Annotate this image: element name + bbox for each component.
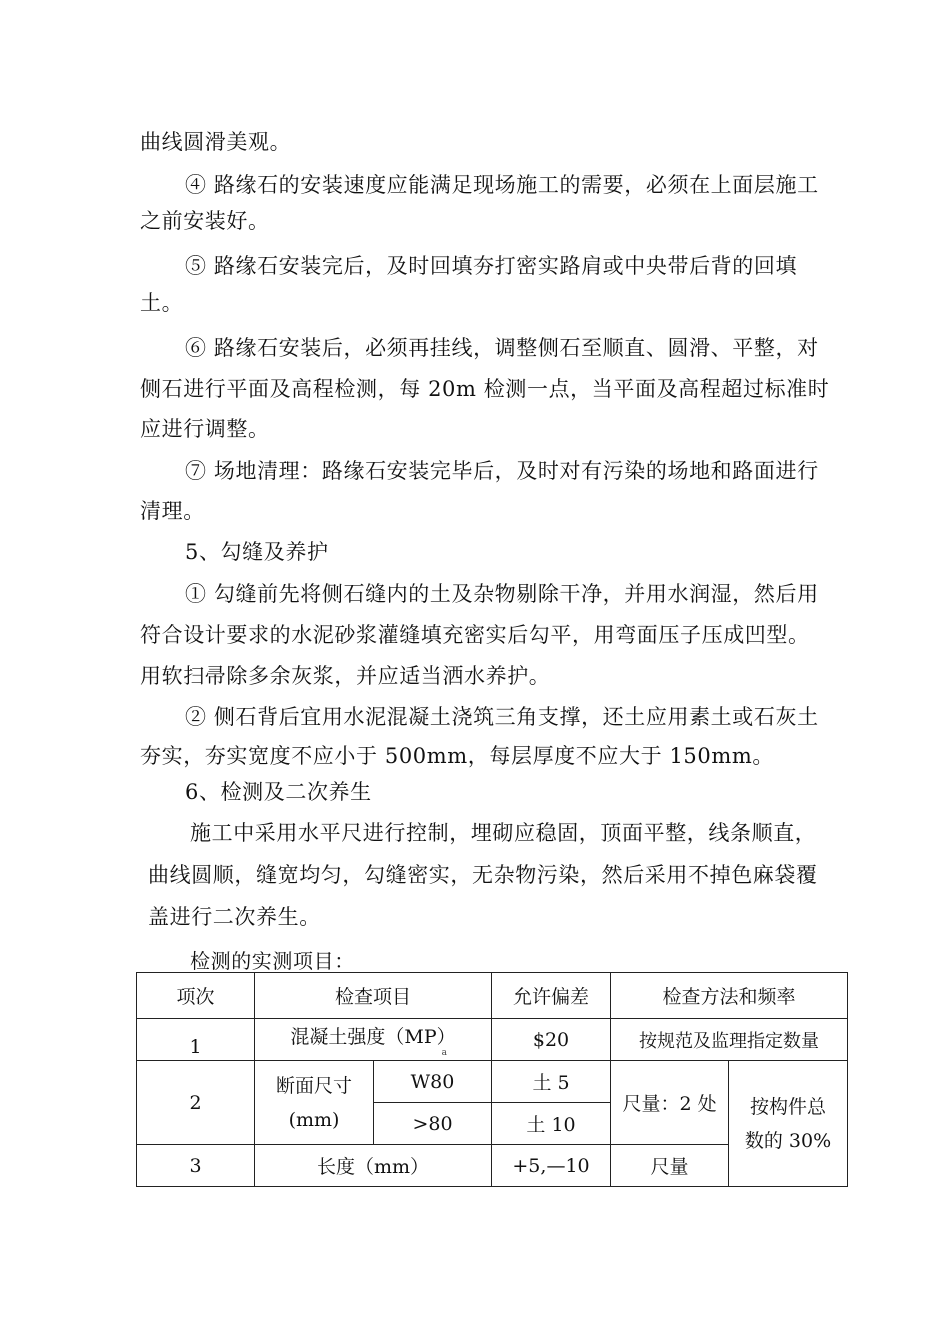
paragraph-line: 清理。 (140, 499, 205, 523)
cell-frequency (729, 1061, 848, 1187)
section-heading: 5、勾缝及养护 (185, 540, 329, 564)
cell-subitem: >80 (374, 1103, 492, 1145)
paragraph-line: 施工中采用水平尺进行控制，埋砌应稳固，顶面平整，线条顺直， (190, 821, 817, 845)
paragraph-line: 曲线圆顺，缝宽均匀，勾缝密实，无杂物污染，然后采用不掉色麻袋覆 (148, 863, 818, 887)
cell-tolerance: +5,—10 (492, 1145, 611, 1187)
paragraph-line: 用软扫帚除多余灰浆，并应适当洒水养护。 (140, 664, 551, 688)
cell-tolerance: $20 (492, 1019, 611, 1061)
section-heading: 6、检测及二次养生 (185, 780, 372, 804)
cell-item: 长度（mm） (255, 1145, 492, 1187)
cell-item (255, 1019, 492, 1061)
cell-item (255, 1061, 374, 1145)
cell-method: 按规范及监理指定数量 (611, 1019, 848, 1061)
inspection-table (136, 972, 848, 1187)
cell-no: 1 (137, 1019, 255, 1061)
paragraph-line: 夯实，夯实宽度不应小于 500mm，每层厚度不应大于 150mm。 (140, 744, 774, 768)
paragraph-line: ④ 路缘石的安装速度应能满足现场施工的需要，必须在上面层施工 (185, 173, 819, 197)
cell-item-text: 混凝土强度（MP） (290, 1026, 456, 1048)
cell-item-unit: (mm) (288, 1108, 340, 1131)
table-row (137, 1019, 848, 1061)
cell-no: 2 (137, 1061, 255, 1145)
cell-subitem: W80 (374, 1061, 492, 1103)
header-tolerance: 允许偏差 (492, 973, 611, 1019)
cell-item-text: 断面尺寸 (275, 1074, 352, 1097)
cell-method: 尺量：2 处 (611, 1061, 729, 1145)
paragraph-line: ① 勾缝前先将侧石缝内的土及杂物剔除干净，并用水润湿，然后用 (185, 582, 819, 606)
cell-frequency-line: 数的 30% (744, 1129, 832, 1152)
header-item: 检查项目 (255, 973, 492, 1019)
table-caption: 检测的实测项目： (190, 949, 355, 973)
header-method: 检查方法和频率 (611, 973, 848, 1019)
paragraph-line: 符合设计要求的水泥砂浆灌缝填充密实后勾平，用弯面压子压成凹型。 (140, 623, 810, 647)
paragraph-line: ⑤ 路缘石安装完后，及时回填夯打密实路肩或中央带后背的回填 (185, 254, 798, 278)
header-no: 项次 (137, 973, 255, 1019)
paragraph-line: 盖进行二次养生。 (148, 905, 321, 929)
cell-tolerance: 土 10 (492, 1103, 611, 1145)
paragraph-line: ⑥ 路缘石安装后，必须再挂线，调整侧石至顺直、圆滑、平整，对 (185, 336, 819, 360)
paragraph-line: 曲线圆滑美观。 (140, 130, 292, 154)
paragraph-line: ② 侧石背后宜用水泥混凝土浇筑三角支撑，还土应用素土或石灰土 (185, 705, 819, 729)
paragraph-line: ⑦ 场地清理：路缘石安装完毕后，及时对有污染的场地和路面进行 (185, 459, 819, 483)
paragraph-line: 土。 (140, 291, 184, 315)
cell-tolerance: 土 5 (492, 1061, 611, 1103)
paragraph-line: 之前安装好。 (140, 209, 270, 233)
table-header-row (137, 973, 848, 1019)
paragraph-line: 侧石进行平面及高程检测，每 20m 检测一点，当平面及高程超过标准时 (140, 377, 830, 401)
cell-frequency-line: 按构件总 (750, 1095, 827, 1118)
cell-item-subscript: a (441, 1048, 448, 1058)
paragraph-line: 应进行调整。 (140, 417, 270, 441)
table-row (137, 1061, 848, 1103)
cell-method: 尺量 (611, 1145, 729, 1187)
cell-no: 3 (137, 1145, 255, 1187)
